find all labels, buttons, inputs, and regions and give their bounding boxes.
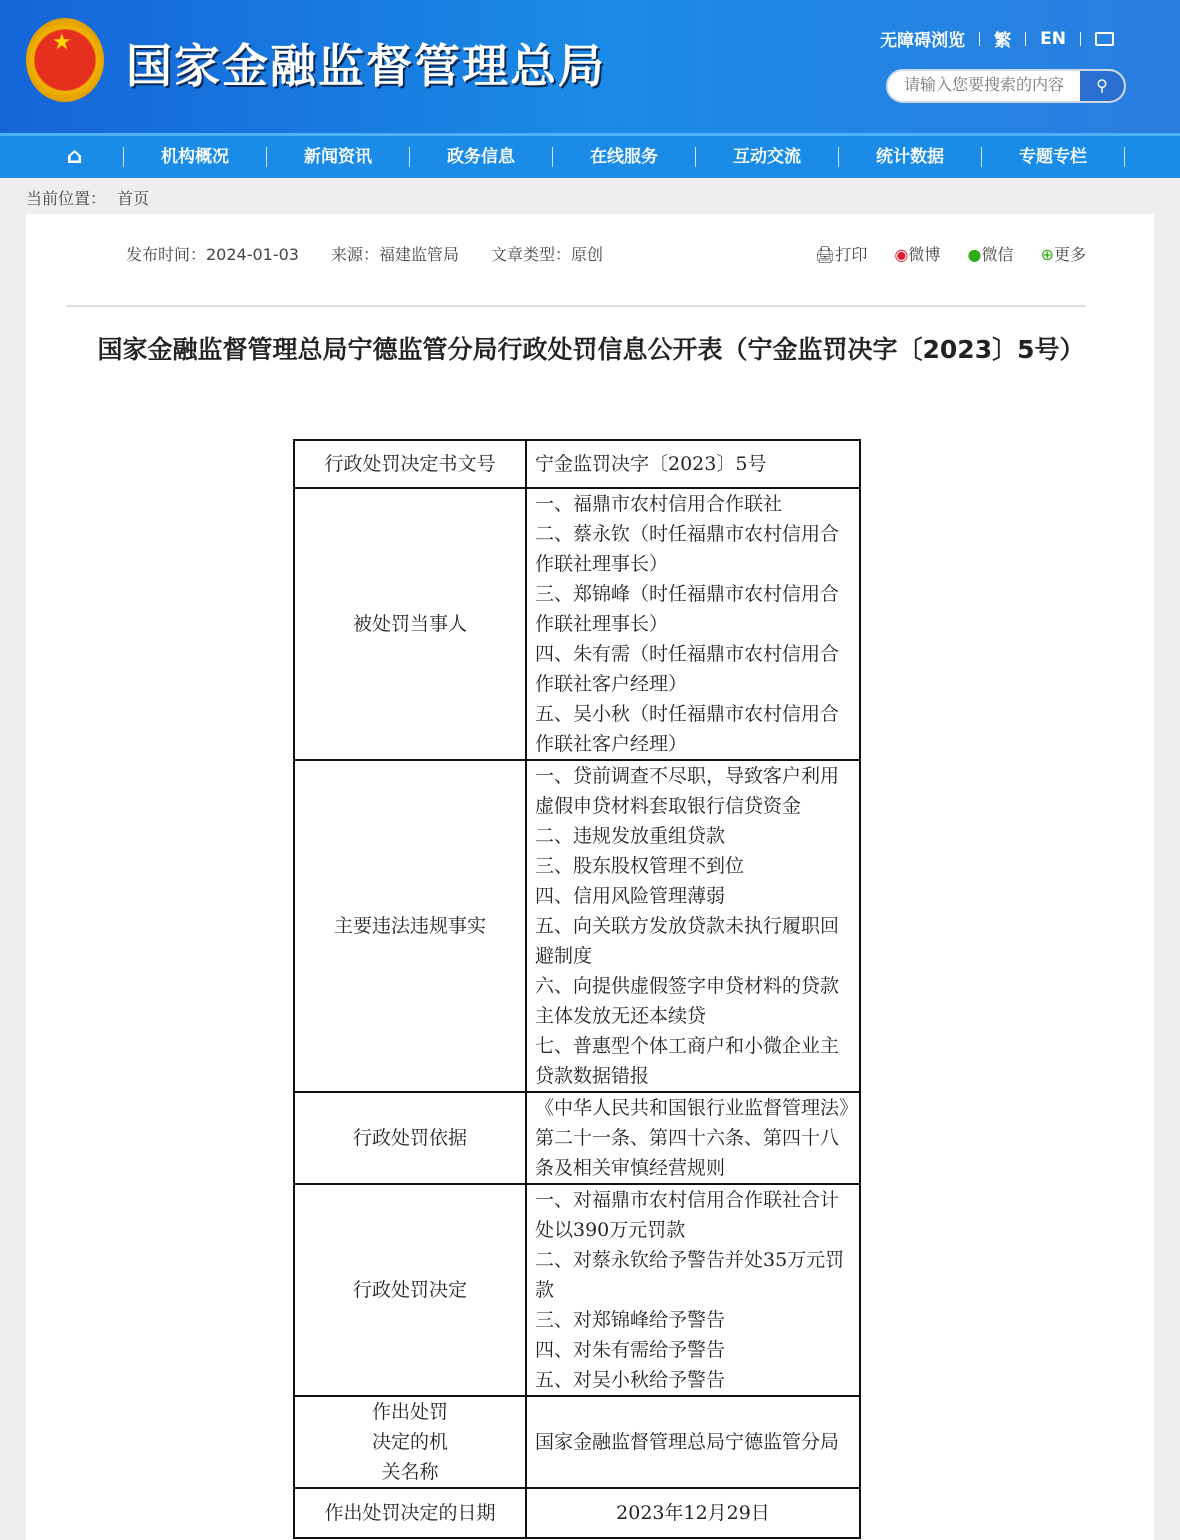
value-line: 四、信用风险管理薄弱 [535, 885, 726, 907]
national-emblem-logo: ★ [26, 18, 104, 102]
wechat-button[interactable]: ●微信 [967, 245, 1014, 264]
value-line: 《中华人民共和国银行业监督管理法》第二十一条、第四十六条、第四十八条及相关审慎经营规则 [535, 1097, 849, 1179]
field-value [526, 488, 860, 760]
value-line: 四、对朱有需给予警告 [535, 1339, 726, 1361]
table-row [294, 1184, 860, 1396]
value-line: 一、对福鼎市农村信用合作联社合计处以390万元罚款 [535, 1189, 840, 1241]
wechat-icon: ● [967, 245, 982, 264]
home-icon[interactable]: ⌂ [26, 147, 124, 167]
site-header [0, 0, 1180, 133]
field-label: 作出处罚决定的日期 [294, 1488, 526, 1538]
english-link[interactable]: EN [1040, 28, 1066, 49]
field-value [526, 1488, 860, 1538]
table-row [294, 1488, 860, 1538]
value-line: 三、对郑锦峰给予警告 [535, 1309, 726, 1331]
share-bar [786, 242, 1086, 268]
field-value [526, 1396, 860, 1488]
site-title[interactable]: 国家金融监督管理总局 [126, 39, 606, 93]
field-label: 作出处罚决定的机关名称 [294, 1396, 526, 1488]
search-input[interactable] [888, 71, 1084, 101]
source: 来源：福建监管局 [331, 245, 460, 264]
table-row [294, 488, 860, 760]
nav-item[interactable]: 专题专栏 [982, 147, 1125, 167]
breadcrumb [26, 186, 149, 209]
field-label: 行政处罚决定 [294, 1184, 526, 1396]
table-row [294, 1092, 860, 1184]
article-meta [126, 242, 666, 268]
value-line: 二、对蔡永钦给予警告并处35万元罚款 [535, 1249, 845, 1301]
weibo-button[interactable]: ◉微博 [894, 245, 941, 264]
breadcrumb-home[interactable]: 首页 [117, 189, 150, 208]
search-icon[interactable]: ⚲ [1080, 71, 1124, 101]
value-line: 三、股东股权管理不到位 [535, 855, 745, 877]
nav-item[interactable]: 统计数据 [839, 147, 982, 167]
article-type: 文章类型：原创 [491, 245, 604, 264]
table-row [294, 440, 860, 488]
value-line: 一、贷前调查不尽职，导致客户利用虚假申贷材料套取银行信贷资金 [535, 765, 840, 817]
field-value [526, 440, 860, 488]
top-links [880, 26, 1114, 51]
table-row [294, 1396, 860, 1488]
field-value [526, 1184, 860, 1396]
article-card [26, 214, 1154, 1540]
plus-icon: ⊕ [1040, 245, 1054, 264]
publish-date: 发布时间：2024-01-03 [126, 245, 299, 264]
value-line: 六、向提供虚假签字申贷材料的贷款主体发放无还本续贷 [535, 975, 840, 1027]
value-line: 2023年12月29日 [616, 1502, 770, 1524]
print-button[interactable]: 🖨打印 [815, 245, 868, 264]
weibo-icon: ◉ [894, 245, 909, 264]
value-line: 宁金监罚决字〔2023〕5号 [535, 453, 767, 475]
article-title: 国家金融监督管理总局宁德监管分局行政处罚信息公开表（宁金监罚决字〔2023〕5号） [97, 335, 1085, 364]
field-label: 被处罚当事人 [294, 488, 526, 760]
value-line: 一、福鼎市农村信用合作联社 [535, 493, 783, 515]
main-nav [0, 133, 1180, 178]
nav-item[interactable]: 新闻资讯 [267, 147, 410, 167]
mail-icon[interactable] [1095, 32, 1114, 46]
divider [66, 305, 1086, 307]
value-line: 五、对吴小秋给予警告 [535, 1369, 726, 1391]
table-row [294, 760, 860, 1092]
breadcrumb-label: 当前位置： [26, 189, 107, 208]
field-label: 行政处罚决定书文号 [294, 440, 526, 488]
nav-item[interactable]: 在线服务 [553, 147, 696, 167]
value-line: 四、朱有需（时任福鼎市农村信用合作联社客户经理） [535, 643, 840, 695]
field-label: 行政处罚依据 [294, 1092, 526, 1184]
traditional-chinese-link[interactable]: 繁 [994, 31, 1012, 51]
value-line: 五、向关联方发放贷款未执行履职回避制度 [535, 915, 840, 967]
nav-item[interactable]: 机构概况 [124, 147, 267, 167]
value-line: 二、蔡永钦（时任福鼎市农村信用合作联社理事长） [535, 523, 840, 575]
field-value [526, 1092, 860, 1184]
penalty-info-table [293, 439, 861, 1539]
more-button[interactable]: ⊕更多 [1040, 245, 1086, 264]
value-line: 三、郑锦峰（时任福鼎市农村信用合作联社理事长） [535, 583, 840, 635]
value-line: 七、普惠型个体工商户和小微企业主贷款数据错报 [535, 1035, 840, 1087]
accessibility-link[interactable]: 无障碍浏览 [880, 31, 966, 51]
value-line: 国家金融监督管理总局宁德监管分局 [535, 1431, 840, 1453]
nav-item[interactable]: 互动交流 [696, 147, 839, 167]
nav-item[interactable]: 政务信息 [410, 147, 553, 167]
field-value [526, 760, 860, 1092]
field-label: 主要违法违规事实 [294, 760, 526, 1092]
value-line: 五、吴小秋（时任福鼎市农村信用合作联社客户经理） [535, 703, 840, 755]
value-line: 二、违规发放重组贷款 [535, 825, 726, 847]
search-box [886, 69, 1126, 103]
